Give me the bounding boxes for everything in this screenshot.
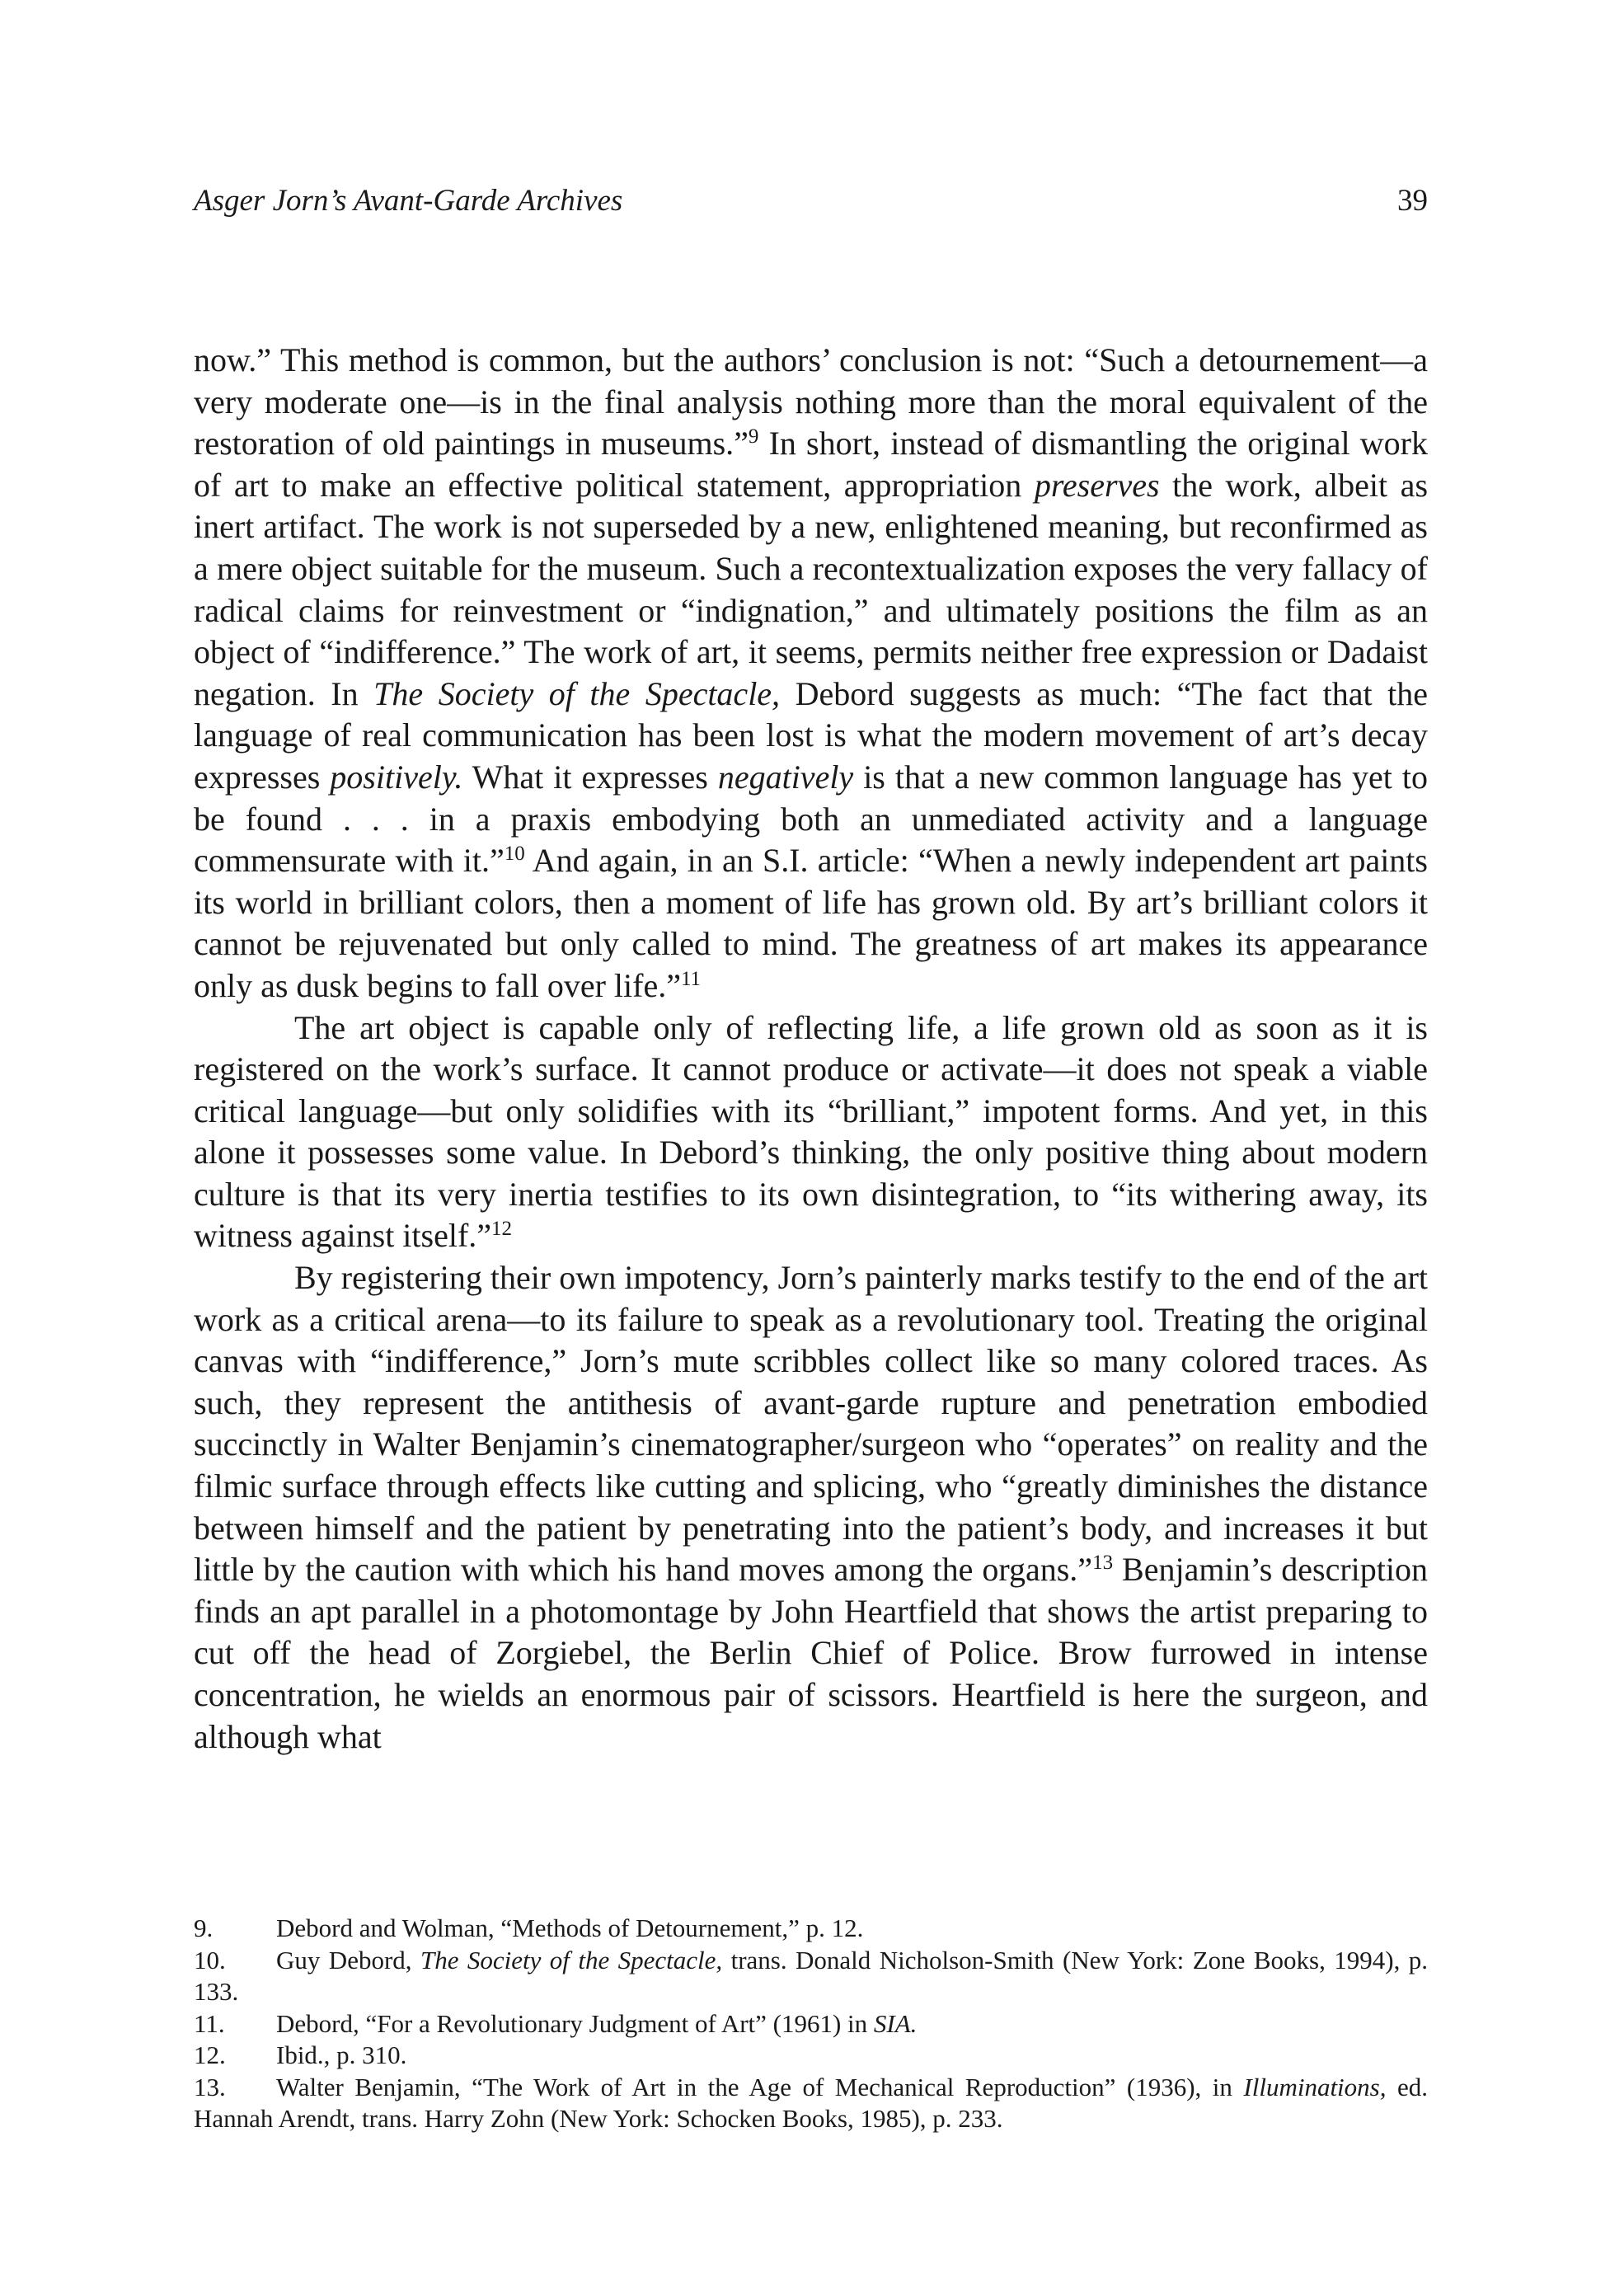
footnote (194, 1913, 1428, 1945)
text-run: Debord, “For a Revolutionary Judgment of Art” (1961) in (276, 2008, 874, 2038)
body-text (194, 340, 1428, 1758)
page-number: 39 (1397, 184, 1428, 218)
text-run: Guy Debord, (276, 1945, 420, 1974)
text-run: Benjamin’s description finds an apt parallel in a photomontage by John Heartfield that shows the artist preparing to cut off the head of Zorgiebel, the Berlin Chief of Police. Brow furrowed in intense concentration, he wields an enormous pair of scissors. Heartfield is here the surgeon, and although what (194, 1551, 1429, 1755)
footnote-number: 13. (194, 2072, 226, 2101)
footnote-number: 11. (194, 2008, 225, 2038)
text-run: The art object is capable only of reflecting life, a life grown old as soon as it is registered on the work’s surface. It cannot produce or activate—it does not speak a viable critical language—but only solidifies with its “brilliant,” impotent forms. And yet, in this alone it possesses some value. In Debord’s thinking, the only positive thing about modern culture is that its very inertia testifies to its own disintegration, to “its withering away, its witness against itself.” (194, 1008, 1428, 1255)
italic-text: The Society of the Spectacle, (373, 674, 781, 712)
footnote-text (276, 1913, 863, 1942)
italic-text: positively. (330, 758, 463, 796)
text-run: trans. Donald Nicholson-Smith (New York: Zone Books, 1994), p. 133. (194, 1945, 1428, 2006)
text-run: is that a new common language has yet to be found . . . in a praxis embodying both an unmediated activity and a language commensurate with it.” (194, 758, 1428, 880)
text-run: Debord and Wolman, “Methods of Detournement,” p. 12. (276, 1913, 864, 1942)
footnotes (194, 1913, 1428, 2135)
paragraph (194, 1007, 1428, 1258)
footnote-number: 9. (194, 1913, 214, 1942)
footnote-number: 10. (194, 1945, 226, 1974)
italic-text: Illuminations, (1243, 2072, 1387, 2101)
text-run: In short, instead of dismantling the original work of art to make an effective political statement, appropriation (194, 425, 1428, 504)
text-run: By registering their own impotency, Jorn’s painterly marks testify to the end of the art work as a critical arena—to its failure to speak as a revolutionary tool. Treating the original canvas with “indifference,” Jorn’s mute scribbles collect like so many colored traces. As such, they represent the antithesis of avant-garde rupture and penetration embodied succinctly in Walter Benjamin’s cinematographer/surgeon who “operates” on reality and the filmic surface through effects like cutting and splicing, who “greatly diminishes the distance between himself and the patient by penetrating into the patient’s body, and increases it but little by the caution with which his hand moves among the organs.” (194, 1259, 1428, 1589)
text-run: Walter Benjamin, “The Work of Art in the Age of Mechanical Reproduction” (1936), in (276, 2072, 1244, 2101)
footnote-reference: 12 (491, 1218, 513, 1241)
paragraph (194, 340, 1428, 1007)
paragraph (194, 1257, 1428, 1758)
italic-text: negatively (717, 758, 854, 796)
text-run: Debord suggests as much: “The fact that the language of real communication has been lost is what the modern movement of art’s decay expresses (194, 674, 1428, 796)
footnote (194, 2008, 1428, 2040)
text-run: the work, albeit as inert artifact. The work is not superseded by a new, enlightened meaning, but reconfirmed as a mere object suitable for the museum. Such a recontextualization exposes the very fallacy of radical claims for reinvestment or “indignation,” and ultimately positions the film as an object of “indifference.” The work of art, it seems, permits neither free expression or Dadaist negation. In (194, 466, 1429, 712)
italic-text: The Society of the Spectacle, (420, 1945, 723, 1974)
footnote (194, 2040, 1428, 2072)
running-head-title: Asger Jorn’s Avant-Garde Archives (194, 184, 623, 218)
footnote-reference: 9 (748, 425, 759, 448)
text-run: now.” This method is common, but the authors’ conclusion is not: “Such a detournement—a very moderate one—is in the final analysis nothing more than the moral equivalent of the restoration of old paintings in museums.” (194, 341, 1428, 463)
footnote-text (194, 1946, 1428, 2007)
footnote (194, 1945, 1428, 2008)
text-run: Ibid., p. 310. (276, 2040, 407, 2069)
text-run: What it expresses (462, 758, 718, 796)
footnote-number: 12. (194, 2040, 226, 2069)
text-run: ed. Hannah Arendt, trans. Harry Zohn (New York: Schocken Books, 1985), p. 233. (194, 2072, 1428, 2133)
footnote-reference: 10 (504, 843, 525, 866)
text-run: And again, in an S.I. article: “When a newly independent art paints its world in brilliant colors, then a moment of life has grown old. By art’s brilliant colors it cannot be rejuvenated but only called to mind. The greatness of art makes its appearance only as dusk begins to fall over life.” (194, 842, 1428, 1004)
footnote (194, 2072, 1428, 2135)
footnote-text (276, 2040, 406, 2069)
italic-text: SIA. (873, 2008, 918, 2038)
footnote-reference: 13 (1092, 1552, 1114, 1575)
footnote-reference: 11 (680, 967, 702, 990)
footnote-text (276, 2009, 917, 2038)
italic-text: preserves (1034, 466, 1160, 504)
running-head (194, 183, 1428, 224)
footnote-text (194, 2073, 1428, 2134)
